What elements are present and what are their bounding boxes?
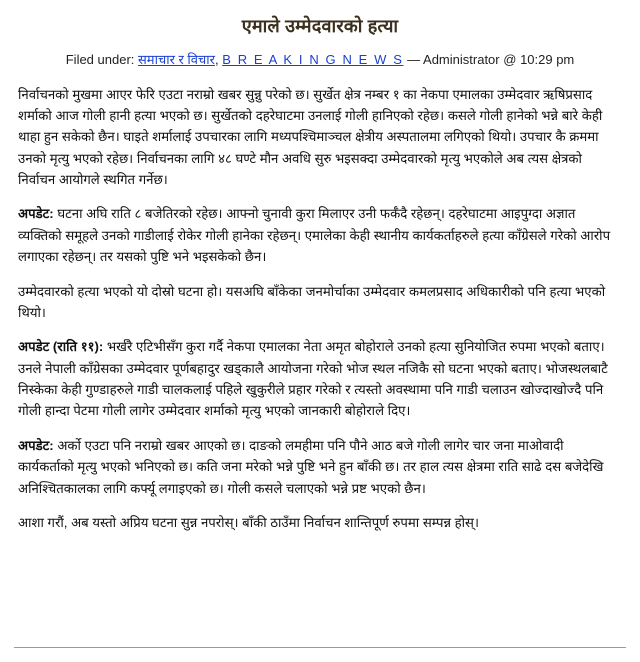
paragraph: [18, 281, 620, 324]
paragraph: [18, 435, 620, 499]
meta-separator: ,: [214, 52, 219, 67]
meta-at-symbol: @: [503, 52, 517, 67]
post-time: 10:29 pm: [520, 52, 575, 67]
paragraph: [18, 84, 620, 191]
meta-dash: —: [407, 52, 421, 67]
category-link-breakingnews[interactable]: B R E A K I N G N E W S: [222, 52, 404, 67]
paragraph-text: आशा गरौं, अब यस्तो अप्रिय घटना सुन्न नपरोस्। बाँकी ठाउँमा निर्वाचन शान्तिपूर्ण रुपमा सम्पन्न होस्।: [18, 514, 479, 530]
filed-under-label: Filed under:: [65, 52, 135, 67]
paragraph: [18, 203, 620, 267]
paragraph: [18, 512, 620, 533]
paragraph-text: उम्मेदवारको हत्या भएको यो दोस्रो घटना हो। यसअघि बाँकेका जनमोर्चाका उम्मेदवार कमलप्रसाद अधिकारीको पनि हत्या भएको थियो।: [18, 283, 606, 320]
paragraph-lead: अपडेट (राति ११):: [18, 339, 104, 355]
paragraph-lead: अपडेट:: [18, 206, 54, 222]
post-meta: [50, 50, 590, 70]
post-author: Administrator: [423, 52, 500, 67]
category-link-news[interactable]: समाचार र विचार: [138, 52, 215, 67]
paragraph: [18, 336, 620, 422]
page-title: एमाले उम्मेदवारको हत्या: [241, 16, 399, 36]
post-body: [14, 84, 626, 573]
paragraph-text: निर्वाचनको मुखमा आएर फेरि एउटा नराम्रो खबर सुन्नु परेको छ। सुर्खेत क्षेत्र नम्बर १ का नेकपा एमालका उम्मेदवार ऋषिप्रसाद शर्माको आज गोली हानी हत्या भएको छ। सुर्खेतको दहरेघाटमा उनलाई गोली हानिएको रहेछ। कसले गोली हानेको भन्ने बारे केही थाहा हुन सकेको छैन। घाइते शर्मालाई उपचारका लागि मध्यपश्चिमाञ्चल क्षेत्रीय अस्पतालमा लगिएको थियो। उपचार कै क्रममा उनको मृत्यु भएको रहेछ। निर्वाचनका लागि ४८ घण्टे मौन अवधि सुरु भइसक्दा उम्मेदवारको मृत्यु भएकोले अब त्यस क्षेत्रको निर्वाचन आयोगले स्थगित गर्नेछ।: [18, 86, 603, 187]
paragraph-text: घटना अघि राति ८ बजेतिरको रहेछ। आफ्नो चुनावी कुरा मिलाएर उनी फर्कँदै रहेछन्। दहरेघाटमा आइपुग्दा अज्ञात व्यक्तिको समूहले उनको गाडीलाई रोकेर गोली हानेका रहेछन्। एमालेका केही स्थानीय कार्यकर्ताहरुले हत्या काँग्रेसले गरेको आरोप लगाएका रहेछन्। तर यसको पुष्टि भने भइसकेको छैन।: [18, 206, 611, 265]
paragraph-lead: अपडेट:: [18, 437, 54, 453]
footer-divider: [14, 647, 626, 648]
paragraph-text: अर्को एउटा पनि नराम्रो खबर आएको छ। दाङको लमहीमा पनि पौने आठ बजे गोली लागेर चार जना माओवादी कार्यकर्ताको मृत्यु भएको भनिएको छ। कति जना मरेको भन्ने पुष्टि भने हुन बाँकी छ। तर हाल त्यस क्षेत्रमा राति साढे दस बजेदेखि अनिश्चितकालका लागि कर्फ्यू लगाइएको छ। गोली कसले चलाएको भन्ने प्रष्ट भएको छैन।: [18, 437, 604, 496]
bottom-spacer: [18, 546, 620, 572]
paragraph-text: भर्खरै एटिभीसँग कुरा गर्दै नेकपा एमालका नेता अमृत बोहोराले उनको हत्या सुनियोजित रुपमा भएको बताए। उनले नेपाली काँग्रेसका उम्मेदवार पूर्णबहादुर खड्कालै आयोजना गरेको भोज स्थल नजिकै सो घटना भएको बताए। भोजस्थलबाटै निस्केका केही गुण्डाहरुले गाडी चालकलाई पहिले खुकुरीले प्रहार गरेको र त्यस्तो अवस्थामा पनि गाडी चलाउन खोज्दाखोज्दै पनि गोली हान्दा पेटमा गोली लागेर उम्मेदवार शर्माको मृत्यु भएको जानकारी बोहोराले दिए।: [18, 339, 608, 419]
